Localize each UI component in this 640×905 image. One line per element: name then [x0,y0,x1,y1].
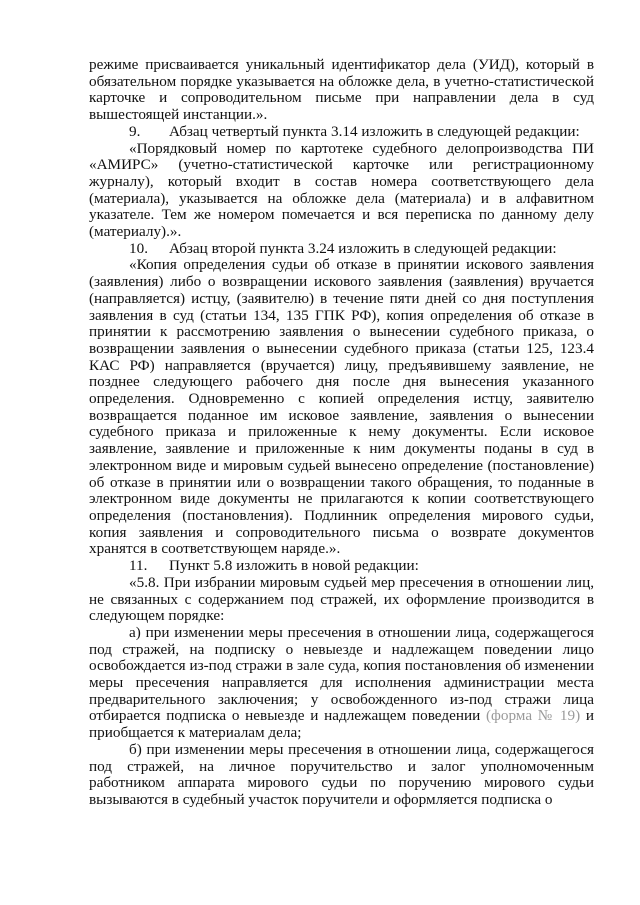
item-text: Абзац второй пункта 3.24 изложить в следующей редакции: [169,239,557,257]
numbered-item-11 [89,558,594,575]
item-number: 10. [129,239,148,257]
quoted-paragraph: «Копия определения судьи об отказе в принятии искового заявления (заявления) либо о возвращении искового заявления (заявления) вручается (направляется) истцу, (заявителю) в течение пяти дней со дня поступления заявления в суд (статьи 134, 135 ГПК РФ), копия определения об отказе в принятии к рассмотрению заявления о вынесении судебного приказа, о возвращении заявления о вынесении судебного приказа (статьи 125, 123.4 КАС РФ) направляется (вручается) лицу, предъявившему заявление, не позднее следующего рабочего дня после дня вынесения указанного определения. Одновременно с копией определения истцу, заявителю возвращается поданное им исковое заявление, заявления о вынесении судебного приказа и приложенные к нему документы. Если исковое заявление, заявление и приложенные к ним документы поданы в суд в электронном виде и мировым судьей вынесено определение (постановление) об отказе в принятии или о возвращении такого обращения, то поданные в электронном виде документы не прилагаются к копии соответствующего определения (постановления). Подлинник определения мирового судьи, копия заявления и сопроводительного письма о возврате документов хранятся в соответствующем наряде.». [89,256,594,558]
subitem-a [89,625,594,742]
subitem-b: б) при изменении меры пресечения в отношении лица, содержащегося под стражей, на личное поручительство и залог уполномоченным работником аппарата мирового судьи по поручению мирового судьи вызываются в судебный участок поручители и оформляется подписка о [89,740,594,808]
paragraph-continuation: режиме присваивается уникальный идентификатор дела (УИД), который в обязательном порядке указывается на обложке дела, в учетно-статистической карточке и сопроводительном письме при направлении дела в суд вышестоящей инстанции.». [89,56,594,124]
document-page [89,57,594,809]
subitem-text-end: и приобщается к материалам дела; [89,707,595,742]
item-number: 9. [129,122,141,140]
numbered-item-9 [89,124,594,141]
form-reference: (форма № 19) [485,707,581,725]
quoted-paragraph: «Порядковый номер по картотеке судебного делопроизводства ПИ «АМИРС» (учетно-статистической карточке или регистрационному журналу), который входит в состав номера соответствующего дела (материала), указывается на обложке дела (материала) и в алфавитном указателе. Тем же номером помечается и вся переписка по данному делу (материалу).». [89,139,594,241]
item-text: Абзац четвертый пункта 3.14 изложить в следующей редакции: [169,122,580,140]
quoted-paragraph: «5.8. При избрании мировым судьей мер пресечения в отношении лиц, не связанных с содержанием под стражей, их оформление производится в следующем порядке: [89,573,594,625]
numbered-item-10 [89,241,594,258]
subitem-text: а) при изменении меры пресечения в отношении лица, содержащегося под стражей, на подписку о невыезде и надлежащем поведении лицо освобождается из-под стражи в зале суда, копия постановления об изменении меры пресечения направляется для исполнения администрации места предварительного заключения; у освобожденного из-под стражи лица отбирается подписка о невыезде и надлежащем поведении [89,623,594,725]
item-number: 11. [129,557,148,575]
item-text: Пункт 5.8 изложить в новой редакции: [169,557,419,575]
